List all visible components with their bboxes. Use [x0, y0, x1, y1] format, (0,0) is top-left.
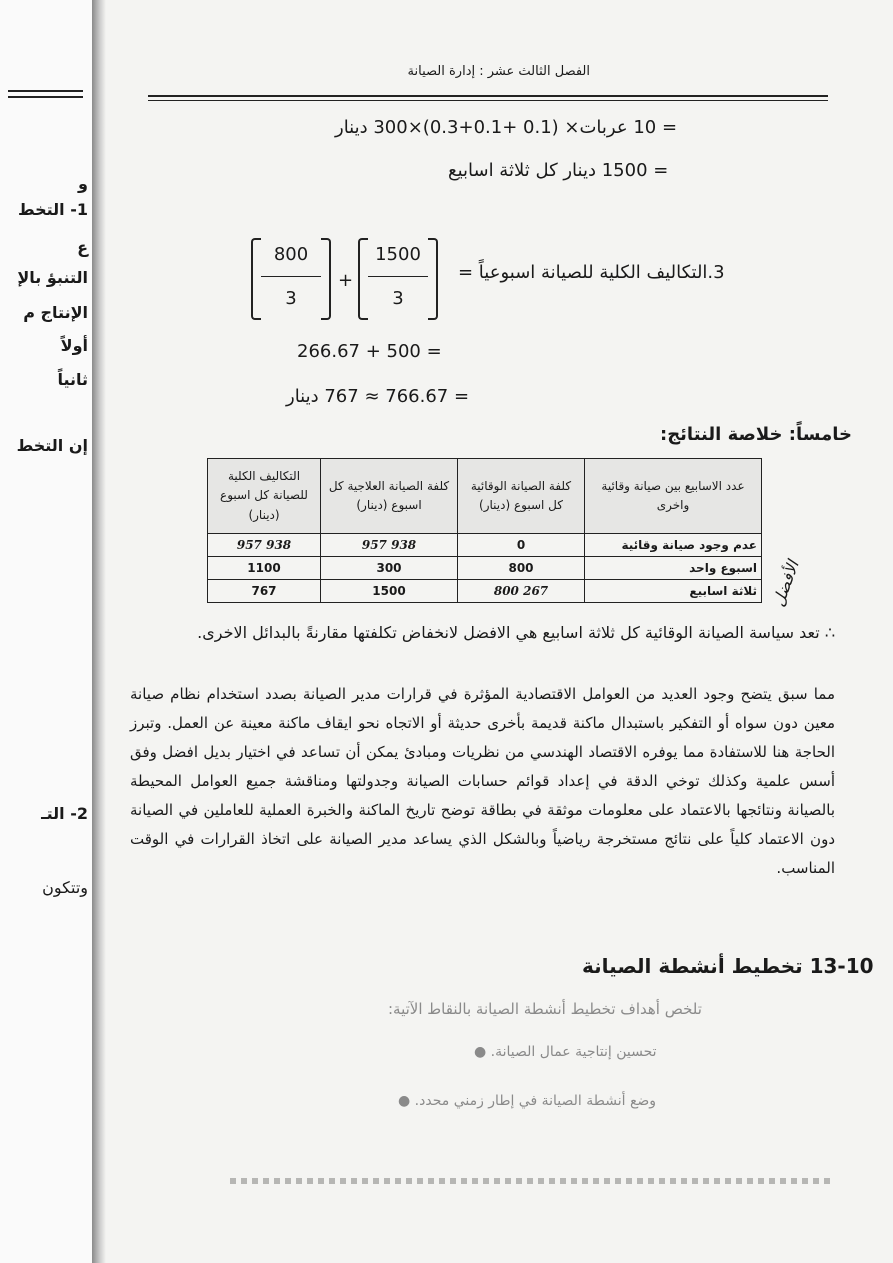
bullet-dot-icon: ●	[398, 1093, 411, 1109]
plus-sign: +	[338, 270, 354, 291]
section-intro: تلخص أهداف تخطيط أنشطة الصيانة بالنقاط الآتية:	[388, 1000, 702, 1018]
corrective-cost: 300	[321, 557, 458, 580]
calc-line-4: = 500 + 266.67	[297, 341, 442, 362]
chapter-header: الفصل الثالث عشر : إدارة الصيانة	[407, 64, 590, 79]
results-table	[207, 458, 762, 603]
left-page-fragment	[0, 0, 92, 1263]
table-row	[208, 557, 762, 580]
divider	[8, 90, 83, 92]
paragraph-text: مما سبق يتضح وجود العديد من العوامل الاقتصادية المؤثرة في قرارات مدير الصيانة بصدد استخدام نظام صيانة معين دون سواه أو التفكير باستبدال ماكنة قديمة بأخرى حديثة أو الاتجاه نحو ايقاف ماكنة معينة عن العمل. وتبرز الحاجة هنا للاستفادة مما يوفره الاقتصاد الهندسي من نظريات ومبادئ يمكن أن تساعد في اختيار بديل افضل وفق أسس علمية وكذلك توخي الدقة في إعداد قوائم حسابات الصيانة وجدولتها ومناقشة جميع العوامل المحيطة بالصيانة ونتائجها بالاعتماد على معلومات موثقة في بطاقة توضح تاريخ الماكنة والخبرة العملية للعاملين في الصيانة دون الاعتماد كلياً على نتائج مستخرجة رياضياً وبالشكل الذي يساعد مدير الصيانة على اتخاذ القرارات في الوقت المناسب.	[130, 685, 835, 877]
total-cost: 938 957	[208, 534, 321, 557]
table-row	[208, 580, 762, 603]
fraction-800-3	[251, 238, 331, 318]
conclusion-sentence: ∴ تعد سياسة الصيانة الوقائية كل ثلاثة اسابيع هي الافضل لانخفاض تكلفتها مقارنةً بالبدائل الاخرى.	[197, 623, 835, 642]
left-fragment: أولاً	[60, 336, 88, 355]
calc-line-5: = 766.67 ≈ 767 دينار	[286, 386, 470, 407]
preventive-cost: 267 800	[458, 580, 585, 603]
preventive-cost: 800	[458, 557, 585, 580]
left-fragment: ع	[77, 238, 88, 257]
left-fragment: 2- التـ	[41, 804, 88, 823]
divider	[8, 96, 83, 98]
fraction-denominator: 3	[285, 288, 297, 309]
table-header: كلفة الصيانة الوقائية كل اسبوع (دينار)	[458, 459, 585, 534]
corrective-cost: 938 957	[321, 534, 458, 557]
preventive-cost: 0	[458, 534, 585, 557]
fraction-numerator: 1500	[375, 244, 421, 265]
bullet-dot-icon: ●	[474, 1044, 487, 1060]
bullet-item	[398, 1093, 656, 1109]
total-cost: 1100	[208, 557, 321, 580]
left-fragment: ثانياً	[57, 370, 88, 389]
row-label: اسبوع واحد	[585, 557, 762, 580]
row-label: عدم وجود صيانة وقائية	[585, 534, 762, 557]
results-heading: خامساً: خلاصة النتائج:	[660, 424, 852, 445]
table-header-row	[208, 459, 762, 534]
bullet-text: وضع أنشطة الصيانة في إطار زمني محدد.	[414, 1093, 657, 1109]
table-header: عدد الاسابيع بين صيانة وقائية واخرى	[585, 459, 762, 534]
left-fragment: إن التخط	[16, 436, 88, 455]
corrective-cost: 1500	[321, 580, 458, 603]
left-fragment: وتتكون	[42, 878, 88, 897]
row-label: ثلاثة اسابيع	[585, 580, 762, 603]
bullet-item	[474, 1044, 657, 1060]
left-fragment: التنبؤ بالإ	[17, 268, 88, 287]
handwritten-note: الأفضل	[768, 558, 803, 609]
calc-line-2: = 1500 دينار كل ثلاثة اسابيع	[448, 160, 669, 181]
body-paragraph	[130, 680, 835, 883]
conclusion-text	[130, 618, 835, 647]
header-rule	[148, 95, 828, 97]
section-13-10-title: 13-10 تخطيط أنشطة الصيانة	[582, 954, 874, 978]
bullet-text: تحسين إنتاجية عمال الصيانة.	[490, 1044, 657, 1060]
table-header: كلفة الصيانة العلاجية كل اسبوع (دينار)	[321, 459, 458, 534]
scan-noise	[230, 1178, 830, 1184]
fraction-numerator: 800	[273, 244, 309, 265]
total-cost: 767	[208, 580, 321, 603]
header-rule	[148, 100, 828, 101]
fraction-denominator: 3	[392, 288, 404, 309]
left-fragment: الإنتاج م	[23, 303, 88, 322]
calc-item-3-label: 3.التكاليف الكلية للصيانة اسبوعياً =	[458, 262, 725, 283]
left-fragment: 1- التخط	[17, 200, 88, 219]
calc-line-1: = 10 عربات× (0.1 +0.1+0.3)×300 دينار	[335, 117, 678, 138]
fraction-1500-3	[358, 238, 438, 318]
table-header: التكاليف الكلية للصيانة كل اسبوع (دينار)	[208, 459, 321, 534]
left-fragment: و	[78, 174, 88, 193]
page-binding-shadow	[92, 0, 106, 1263]
table-row	[208, 534, 762, 557]
